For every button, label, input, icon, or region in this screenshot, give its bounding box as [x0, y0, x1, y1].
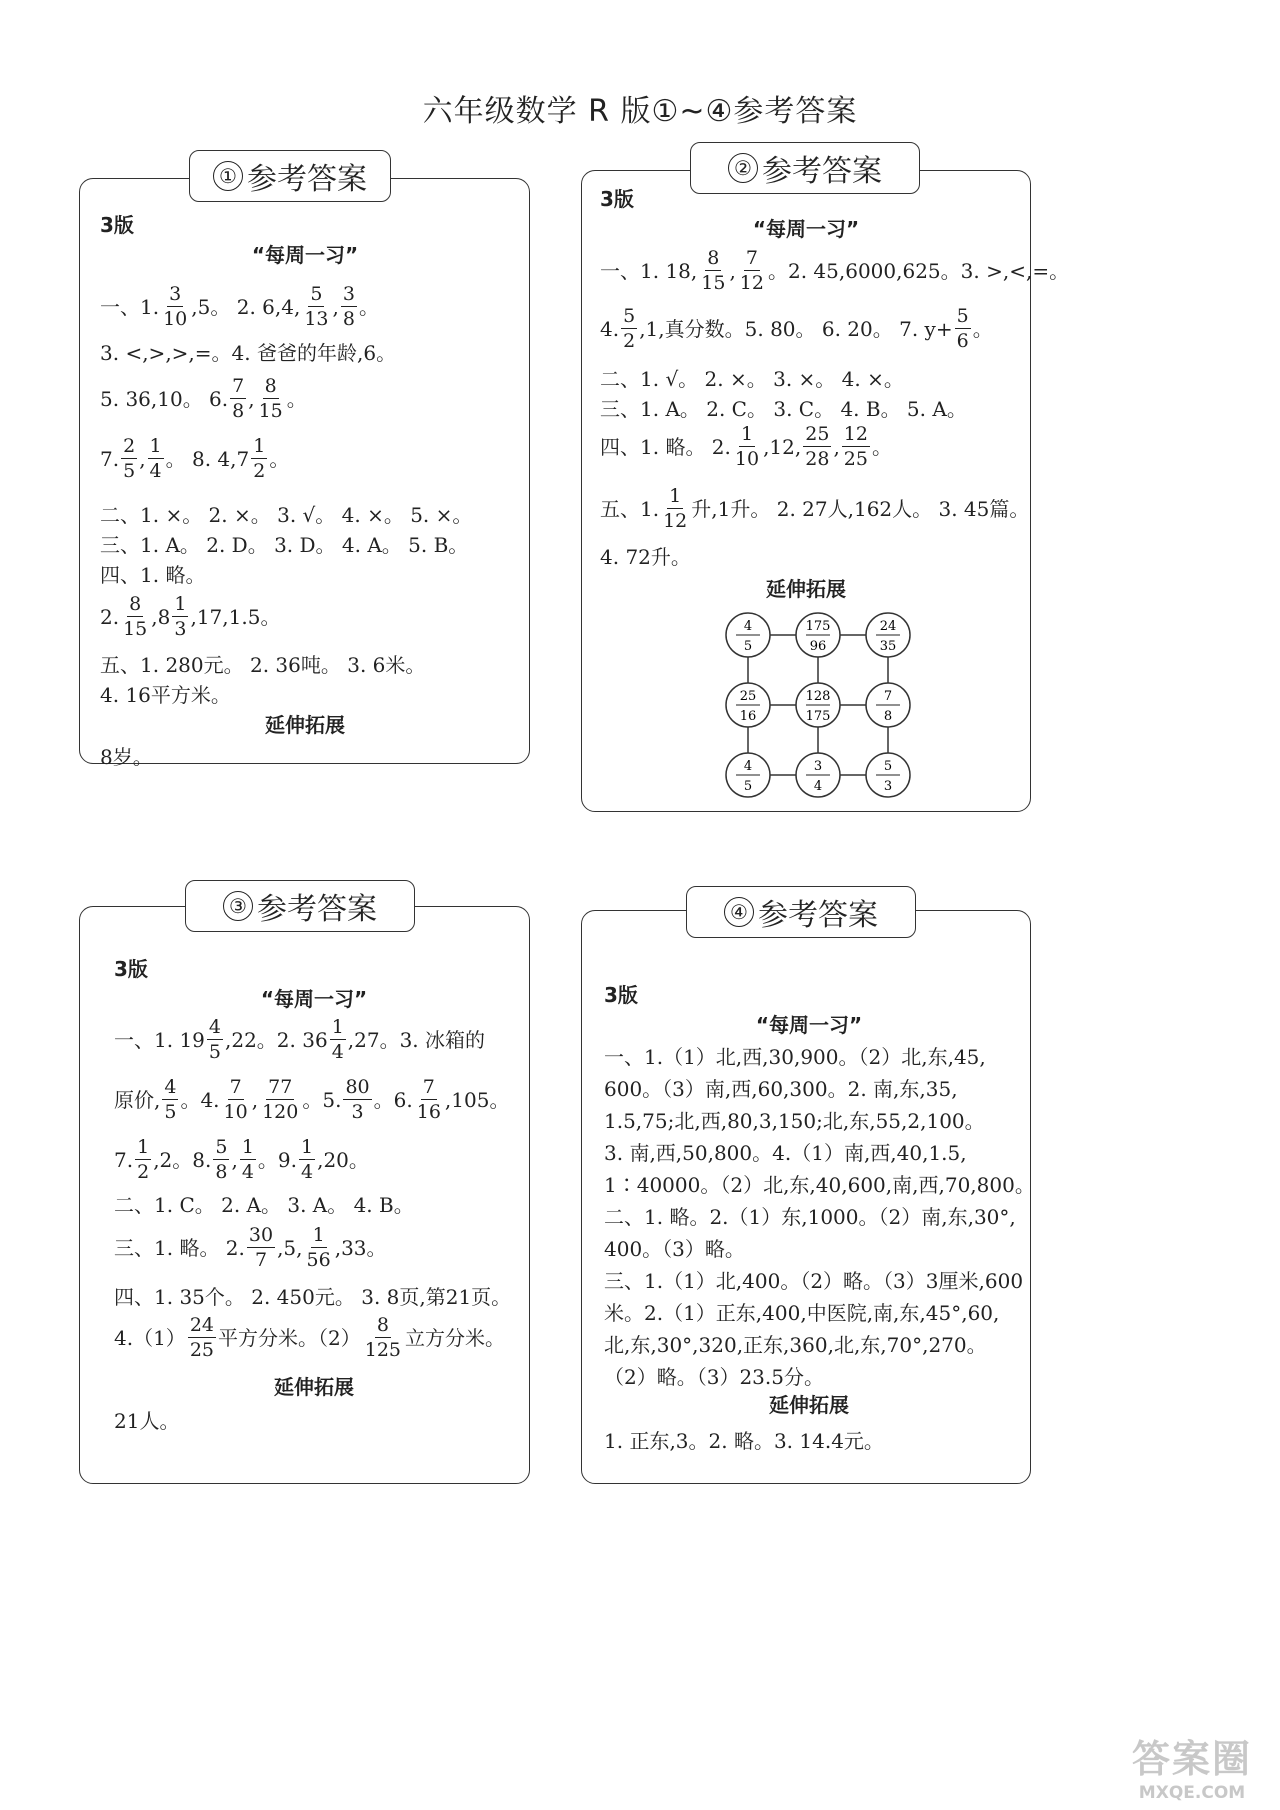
- denominator: 4: [149, 460, 162, 482]
- fraction: [330, 1018, 346, 1062]
- grid-denominator: 5: [743, 779, 753, 794]
- answer-text: 7.: [114, 1148, 134, 1172]
- fraction: [230, 377, 246, 421]
- numerator: 7: [422, 1076, 435, 1098]
- denominator: 10: [223, 1101, 248, 1123]
- circled-number: ②: [728, 153, 758, 183]
- fraction: [305, 1226, 333, 1270]
- grid-numerator: 4: [743, 759, 753, 774]
- answer-text: 4. 72升。: [600, 545, 691, 569]
- grid-denominator: 96: [809, 639, 827, 654]
- answer-text: 。: [269, 447, 290, 471]
- answer-line: 1.5,75;北,西,80,3,150;北,东,55,2,100。: [604, 1109, 985, 1133]
- denominator: 2: [623, 330, 636, 352]
- numerator: 7: [229, 1076, 242, 1098]
- version-label: 3版: [600, 187, 634, 211]
- grid-denominator: 4: [813, 779, 823, 794]
- fraction: [842, 425, 870, 469]
- answer-text: 二、1. √。 2. ×。 3. ×。 4. ×。: [600, 367, 904, 391]
- grid-numerator: 128: [805, 689, 831, 704]
- answer-text: 。: [358, 295, 379, 319]
- answer-text: ,8: [151, 605, 171, 629]
- extend-answer: 8岁。: [100, 745, 153, 769]
- answer-line: [600, 423, 892, 471]
- denominator: 15: [701, 272, 726, 294]
- fraction: [148, 437, 164, 481]
- extend-heading: 延伸拓展: [769, 1393, 849, 1417]
- fraction: [302, 285, 330, 329]
- numerator: 1: [331, 1016, 344, 1038]
- answer-text: 二、1. C。 2. A。 3. A。 4. B。: [114, 1193, 414, 1217]
- answer-text: 一、1.: [100, 295, 160, 319]
- fraction: [251, 437, 267, 481]
- answer-line: [114, 1313, 505, 1363]
- fraction: [343, 1078, 371, 1122]
- numerator: 7: [232, 375, 245, 397]
- denominator: 7: [254, 1249, 268, 1271]
- denominator: 10: [163, 308, 188, 330]
- answer-text: ,: [251, 1088, 259, 1112]
- answer-text: 三、1. A。 2. D。 3. D。 4. A。 5. B。: [100, 533, 469, 557]
- denominator: 5: [123, 460, 136, 482]
- numerator: 77: [268, 1076, 293, 1098]
- answer-text: ,: [231, 1148, 238, 1172]
- answer-line: [600, 305, 993, 353]
- version-label: 3版: [604, 983, 638, 1007]
- answer-text: 4. 16平方米。: [100, 683, 231, 707]
- answer-line: [100, 435, 289, 483]
- fraction: [247, 1226, 275, 1270]
- answer-text: 二、1. ×。 2. ×。 3. √。 4. ×。 5. ×。: [100, 503, 473, 527]
- numerator: 8: [707, 247, 720, 269]
- version-label: 3版: [100, 213, 134, 237]
- numerator: 4: [208, 1016, 221, 1038]
- answer-text: 升,1升。 2. 27人,162人。 3. 45篇。: [691, 497, 1030, 521]
- denominator: 120: [262, 1101, 299, 1123]
- answer-text: ,: [833, 435, 840, 459]
- answer-line: [600, 247, 1069, 295]
- answer-text: 5. 36,10。 6.: [100, 387, 229, 411]
- answer-text: 四、1. 35个。 2. 450元。 3. 8页,第21页。: [114, 1285, 512, 1309]
- answer-line: [100, 283, 379, 331]
- answer-text: 2.: [100, 605, 120, 629]
- fraction: [213, 1138, 229, 1182]
- grid-numerator: 7: [883, 689, 893, 704]
- denominator: 4: [241, 1161, 254, 1183]
- fraction: [121, 437, 137, 481]
- answer-text: ,12,: [763, 435, 802, 459]
- numerator: 30: [248, 1224, 274, 1246]
- answer-line: 米。2.（1）正东,400,中医院,南,东,45°,60,: [604, 1301, 1000, 1325]
- panel-2-title: [690, 142, 920, 194]
- watermark-logo: [1122, 1728, 1262, 1803]
- fraction-grid-diagram: [718, 605, 918, 805]
- denominator: 16: [416, 1101, 441, 1123]
- fraction: [222, 1078, 250, 1122]
- panel-1-title: [189, 150, 391, 202]
- answer-text: 四、1. 略。: [100, 563, 206, 587]
- answer-text: 4.（1）: [114, 1326, 186, 1350]
- answer-text: 三、1. 略。 2.: [114, 1236, 245, 1260]
- grid-numerator: 175: [805, 619, 831, 634]
- answer-line: 1∶40000。（2）北,东,40,600,南,西,70,800。: [604, 1173, 1035, 1197]
- numerator: 5: [956, 305, 969, 327]
- answer-line: [114, 1223, 387, 1273]
- numerator: 8: [264, 375, 277, 397]
- answer-text: 五、1. 280元。 2. 36吨。 3. 6米。: [100, 653, 426, 677]
- grid-denominator: 16: [739, 709, 757, 724]
- fraction: [161, 285, 189, 329]
- panel-title-text: 参考答案: [247, 162, 367, 197]
- answer-text: 三、1. A。 2. C。 3. C。 4. B。 5. A。: [600, 397, 967, 421]
- circled-number: ①: [213, 161, 243, 191]
- denominator: 8: [215, 1161, 228, 1183]
- extend-heading: 延伸拓展: [766, 577, 846, 601]
- weekly-heading: “每周一习”: [260, 987, 368, 1011]
- fraction: [121, 595, 149, 639]
- circled-number: ③: [223, 891, 253, 921]
- panel-3-title: [185, 880, 415, 932]
- denominator: 6: [956, 330, 969, 352]
- grid-denominator: 35: [879, 639, 897, 654]
- answer-text: 平方分米。（2）: [218, 1326, 361, 1350]
- denominator: 2: [253, 460, 266, 482]
- denominator: 5: [164, 1101, 177, 1123]
- answer-text: 五、1.: [600, 497, 660, 521]
- grid-denominator: 3: [883, 779, 893, 794]
- grid-denominator: 175: [805, 709, 831, 724]
- answer-text: 一、1. 19: [114, 1028, 205, 1052]
- answer-text: 4.: [600, 317, 620, 341]
- fraction: [415, 1078, 443, 1122]
- answer-panel-2: [581, 170, 1070, 812]
- answer-line: [100, 677, 231, 713]
- grid-numerator: 3: [813, 759, 823, 774]
- answer-line: [114, 1015, 485, 1065]
- numerator: 5: [623, 305, 636, 327]
- numerator: 25: [805, 423, 830, 445]
- extend-heading: 延伸拓展: [274, 1375, 354, 1399]
- answer-text: 原价,: [114, 1088, 161, 1112]
- fraction: [661, 487, 689, 531]
- answer-text: 。: [286, 387, 307, 411]
- answer-text: 。5.: [302, 1088, 342, 1112]
- answer-line: [114, 1187, 414, 1223]
- answer-text: 。9.: [257, 1148, 297, 1172]
- numerator: 7: [745, 247, 758, 269]
- denominator: 56: [306, 1249, 331, 1271]
- answer-line: [114, 1075, 509, 1125]
- answer-line: 400。（3）略。: [604, 1237, 745, 1261]
- numerator: 8: [376, 1314, 389, 1336]
- answer-text: ,20。: [317, 1148, 369, 1172]
- answer-text: 一、1. 18,: [600, 259, 698, 283]
- answer-line: [600, 485, 1029, 533]
- answer-text: 。: [871, 435, 892, 459]
- answer-text: 3. <,>,>,=。4. 爸爸的年龄,6。: [100, 341, 397, 365]
- answer-text: 。 8. 4,7: [165, 447, 250, 471]
- fraction: [260, 1078, 300, 1122]
- numerator: 1: [253, 435, 266, 457]
- answer-text: ,22。2. 36: [224, 1028, 328, 1052]
- answer-line: 北,东,30°,320,正东,360,北,东,70°,270。: [604, 1333, 987, 1357]
- answer-text: ,27。3. 冰箱的: [347, 1028, 486, 1052]
- fraction: [207, 1018, 223, 1062]
- answer-text: 。2. 45,6000,625。3. >,<,=。: [767, 259, 1070, 283]
- watermark-text: 答案圈: [1131, 1737, 1252, 1781]
- fraction: [240, 1138, 256, 1182]
- grid-numerator: 4: [743, 619, 753, 634]
- denominator: 28: [805, 448, 830, 470]
- denominator: 13: [304, 308, 329, 330]
- fraction: [188, 1316, 216, 1360]
- answer-text: ,5,: [277, 1236, 303, 1260]
- denominator: 4: [301, 1161, 314, 1183]
- denominator: 15: [258, 400, 283, 422]
- denominator: 3: [351, 1101, 364, 1123]
- grid-numerator: 24: [879, 619, 897, 634]
- denominator: 8: [342, 308, 355, 330]
- fraction: [738, 249, 766, 293]
- answer-panel-3: [79, 906, 530, 1484]
- answer-text: ,17,1.5。: [190, 605, 281, 629]
- fraction: [162, 1078, 178, 1122]
- denominator: 4: [331, 1041, 344, 1063]
- grid-numerator: 5: [883, 759, 893, 774]
- denominator: 3: [174, 618, 187, 640]
- answer-text: 。6.: [373, 1088, 413, 1112]
- answer-line: [100, 593, 280, 641]
- fraction: [257, 377, 285, 421]
- answer-line: [100, 557, 205, 593]
- answer-text: ,105。: [444, 1088, 510, 1112]
- answer-line: [600, 539, 691, 575]
- numerator: 1: [312, 1224, 325, 1246]
- answer-text: 立方分米。: [405, 1326, 505, 1350]
- denominator: 12: [663, 510, 688, 532]
- weekly-heading: “每周一习”: [251, 243, 359, 267]
- answer-line: [114, 1279, 511, 1315]
- watermark-url: MXQE.COM: [1138, 1783, 1246, 1803]
- answer-line: [114, 1135, 369, 1185]
- grid-numerator: 25: [739, 689, 757, 704]
- answer-text: ,5。 2. 6,4,: [191, 295, 301, 319]
- denominator: 2: [137, 1161, 150, 1183]
- extend-answer: 21人。: [114, 1409, 180, 1433]
- fraction: [803, 425, 831, 469]
- answer-line: 一、1.（1）北,西,30,900。（2）北,东,45,: [604, 1045, 986, 1069]
- denominator: 5: [208, 1041, 221, 1063]
- fraction: [733, 425, 761, 469]
- answer-line: 3. 南,西,50,800。4.（1）南,西,40,1.5,: [604, 1141, 967, 1165]
- numerator: 1: [301, 1136, 314, 1158]
- answer-text: ,2。8.: [153, 1148, 212, 1172]
- extend-heading: 延伸拓展: [265, 713, 345, 737]
- denominator: 10: [734, 448, 760, 470]
- numerator: 24: [189, 1314, 214, 1336]
- fraction: [955, 307, 971, 351]
- numerator: 1: [174, 593, 187, 615]
- numerator: 12: [843, 423, 868, 445]
- numerator: 1: [669, 485, 682, 507]
- fraction: [299, 1138, 315, 1182]
- panel-title-text: 参考答案: [257, 892, 377, 927]
- numerator: 2: [123, 435, 136, 457]
- answer-line: 600。（3）南,西,60,300。2. 南,东,35,: [604, 1077, 958, 1101]
- answer-text: ,33。: [334, 1236, 387, 1260]
- answer-line: 二、1. 略。2.（1）东,1000。（2）南,东,30°,: [604, 1205, 1016, 1229]
- grid-denominator: 8: [883, 709, 893, 724]
- answer-text: ,1,真分数。5. 80。 6. 20。 7. y+: [639, 317, 953, 341]
- answer-text: 四、1. 略。 2.: [600, 435, 731, 459]
- numerator: 1: [149, 435, 162, 457]
- panel-4-title: [686, 886, 916, 938]
- circled-number: ④: [724, 897, 754, 927]
- answer-text: 。: [972, 317, 993, 341]
- denominator: 12: [739, 272, 764, 294]
- numerator: 8: [129, 593, 142, 615]
- grid-denominator: 5: [743, 639, 753, 654]
- answer-text: ,: [248, 387, 255, 411]
- page-title: 六年级数学 R 版①~④参考答案: [422, 94, 858, 129]
- answer-line: [100, 335, 396, 371]
- answer-line: [100, 375, 307, 423]
- weekly-heading: “每周一习”: [755, 1013, 863, 1037]
- denominator: 125: [364, 1339, 401, 1361]
- answer-panel-4: [581, 910, 1035, 1484]
- panel-title-text: 参考答案: [762, 154, 882, 189]
- fraction: [135, 1138, 151, 1182]
- answer-text: 。4.: [180, 1088, 220, 1112]
- numerator: 5: [310, 283, 323, 305]
- fraction: [363, 1316, 403, 1360]
- answer-text: 7.: [100, 447, 120, 471]
- numerator: 80: [345, 1076, 370, 1098]
- answer-text: ,: [729, 259, 736, 283]
- extend-answer: 1. 正东,3。2. 略。3. 14.4元。: [604, 1429, 884, 1453]
- numerator: 1: [137, 1136, 150, 1158]
- fraction: [341, 285, 357, 329]
- denominator: 15: [123, 618, 148, 640]
- numerator: 1: [740, 423, 754, 445]
- denominator: 25: [843, 448, 868, 470]
- fraction: [621, 307, 637, 351]
- fraction: [699, 249, 727, 293]
- panel-title-text: 参考答案: [758, 898, 878, 933]
- answer-panel-1: [79, 178, 530, 769]
- numerator: 5: [215, 1136, 228, 1158]
- denominator: 25: [189, 1339, 214, 1361]
- version-label: 3版: [114, 957, 148, 981]
- numerator: 1: [241, 1136, 254, 1158]
- answer-text: ,: [332, 295, 339, 319]
- answer-text: ,: [139, 447, 146, 471]
- denominator: 8: [232, 400, 245, 422]
- weekly-heading: “每周一习”: [752, 217, 860, 241]
- fraction: [172, 595, 188, 639]
- answer-line: 三、1.（1）北,400。（2）略。（3）3厘米,600: [604, 1269, 1024, 1293]
- numerator: 3: [169, 283, 182, 305]
- answer-line: [600, 391, 967, 427]
- answer-line: （2）略。（3）23.5分。: [604, 1365, 824, 1389]
- numerator: 3: [342, 283, 355, 305]
- numerator: 4: [164, 1076, 177, 1098]
